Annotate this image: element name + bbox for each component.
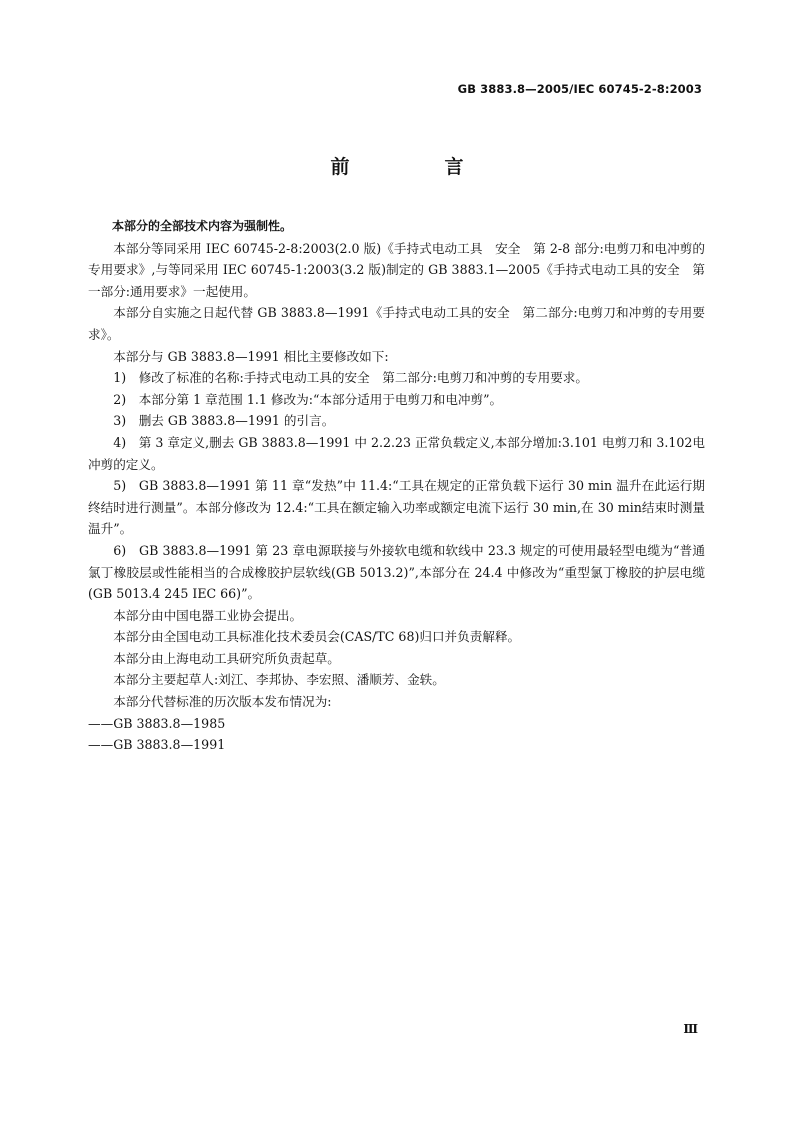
paragraph-drafter: 本部分由上海电动工具研究所负责起草。: [113, 650, 340, 666]
paragraph-proposer: 本部分由中国电器工业协会提出。: [113, 607, 303, 623]
paragraph-adoption: 本部分等同采用 IEC 60745-2-8:2003(2.0 版)《手持式电动工具 安全 第 2-8 部分:电剪刀和电冲剪的专用要求》,与等同采用 IEC 60745-1:2003(3.2 版)制定的 GB 3883.1—2005《手持式电动工具的安全 第一部分:通用要求》一起使用。: [88, 240, 705, 299]
change-item-4: 4) 第 3 章定义,删去 GB 3883.8—1991 中 2.2.23 正常负载定义,本部分增加:3.101 电剪刀和 3.102电冲剪的定义。: [88, 434, 705, 472]
preface-body: [88, 216, 705, 756]
history-item-1991: ——GB 3883.8—1991: [88, 737, 226, 753]
paragraph-history-intro: 本部分代替标准的历次版本发布情况为:: [113, 694, 332, 710]
paragraph-changes-intro: 本部分与 GB 3883.8—1991 相比主要修改如下:: [113, 348, 389, 364]
change-item-3: 3) 删去 GB 3883.8—1991 的引言。: [113, 413, 335, 429]
change-item-2: 2) 本部分第 1 章范围 1.1 修改为:“本部分适用于电剪刀和电冲剪”。: [113, 391, 503, 407]
paragraph-replacement: 本部分自实施之日起代替 GB 3883.8—1991《手持式电动工具的安全 第二部分:电剪刀和冲剪的专用要求》。: [88, 305, 705, 342]
standard-number-header: GB 3883.8—2005/IEC 60745-2-8:2003: [457, 82, 702, 96]
paragraph-committee: 本部分由全国电动工具标准化技术委员会(CAS/TC 68)归口并负责解释。: [113, 629, 521, 645]
page-number: Ⅲ: [683, 1022, 698, 1036]
history-item-1985: ——GB 3883.8—1985: [88, 715, 226, 731]
change-item-1: 1) 修改了标准的名称:手持式电动工具的安全 第二部分:电剪刀和冲剪的专用要求。: [113, 370, 588, 386]
mandatory-statement: 本部分的全部技术内容为强制性。: [112, 219, 293, 233]
page-title: 前 言: [330, 156, 502, 178]
paragraph-authors: 本部分主要起草人:刘江、李邦协、李宏照、潘顺芳、金轶。: [113, 672, 445, 688]
change-item-6: 6) GB 3883.8—1991 第 23 章电源联接与外接软电缆和软线中 23.3 规定的可使用最轻型电缆为“普通氯丁橡胶层或性能相当的合成橡胶护层软线(GB 5013.2)”,本部分在 24.4 中修改为“重型氯丁橡胶的护层电缆(GB 5013.4 245 IEC 66)”。: [88, 542, 705, 602]
change-item-5: 5) GB 3883.8—1991 第 11 章“发热”中 11.4:“工具在规定的正常负载下运行 30 min 温升在此运行期终结时进行测量”。本部分修改为 12.4:“工具在额定输入功率或额定电流下运行 30 min,在 30 min结束时测量温升”。: [88, 478, 705, 537]
